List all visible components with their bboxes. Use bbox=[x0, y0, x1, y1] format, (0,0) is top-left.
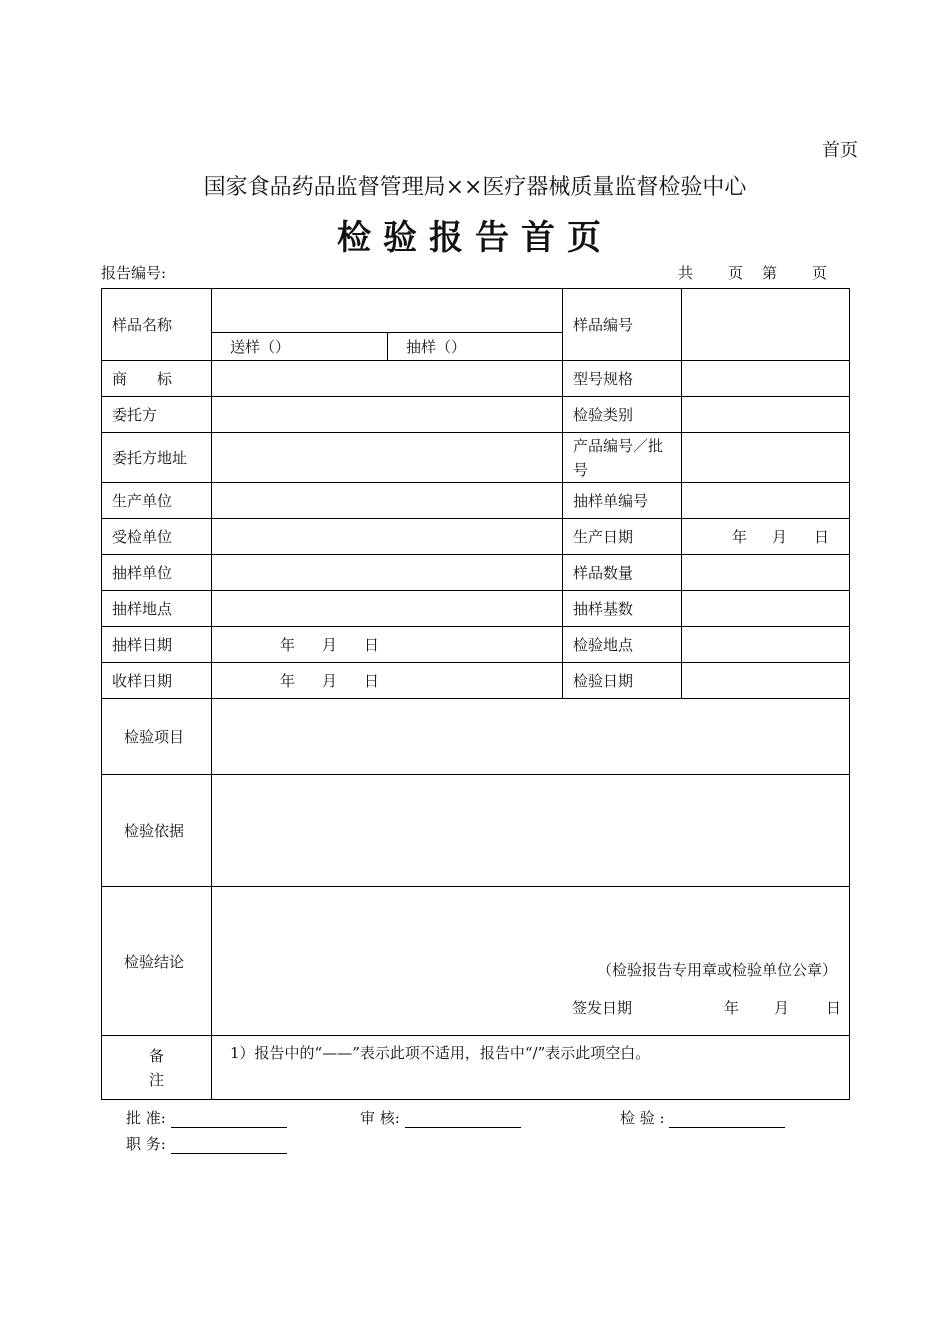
sampling-place-value[interactable] bbox=[212, 591, 563, 627]
sampling-place-label: 抽样地点 bbox=[102, 591, 212, 627]
issue-date-label: 签发日期 bbox=[572, 999, 633, 1017]
client-address-label: 委托方地址 bbox=[102, 433, 212, 483]
inspect-conclusion-label: 检验结论 bbox=[102, 887, 212, 1036]
position-line[interactable] bbox=[171, 1139, 287, 1154]
review-signature bbox=[360, 1107, 521, 1128]
inspect-date-value[interactable] bbox=[682, 663, 850, 699]
sampling-base-value[interactable] bbox=[682, 591, 850, 627]
send-sample-option[interactable]: 送样（） bbox=[212, 333, 388, 361]
page-total-label: 共 bbox=[678, 264, 694, 282]
day-label: 日 bbox=[814, 528, 830, 546]
approve-line[interactable] bbox=[171, 1113, 287, 1128]
produce-date-label: 生产日期 bbox=[563, 519, 682, 555]
inspect-label: 检 验 : bbox=[620, 1109, 665, 1127]
year-label: 年 bbox=[280, 672, 296, 690]
month-label: 月 bbox=[774, 999, 790, 1017]
receive-date-value[interactable] bbox=[212, 663, 563, 699]
inspect-type-label: 检验类别 bbox=[563, 397, 682, 433]
year-label: 年 bbox=[280, 636, 296, 654]
producer-value[interactable] bbox=[212, 483, 563, 519]
sample-name-value[interactable] bbox=[212, 289, 563, 333]
produce-date-value[interactable] bbox=[682, 519, 850, 555]
client-label: 委托方 bbox=[102, 397, 212, 433]
position-label: 职 务: bbox=[126, 1135, 166, 1153]
approve-signature bbox=[126, 1107, 287, 1128]
product-batch-value[interactable] bbox=[682, 433, 850, 483]
inspect-place-label: 检验地点 bbox=[563, 627, 682, 663]
remarks-label bbox=[102, 1036, 212, 1100]
year-label: 年 bbox=[724, 999, 740, 1017]
page-nth-label: 第 bbox=[762, 264, 778, 282]
review-line[interactable] bbox=[405, 1113, 521, 1128]
draw-sample-option[interactable]: 抽样（） bbox=[388, 333, 563, 361]
month-label: 月 bbox=[772, 528, 788, 546]
inspect-line[interactable] bbox=[669, 1113, 785, 1128]
sampling-unit-value[interactable] bbox=[212, 555, 563, 591]
inspect-basis-label: 检验依据 bbox=[102, 775, 212, 887]
inspect-date-label: 检验日期 bbox=[563, 663, 682, 699]
sampling-date-value[interactable] bbox=[212, 627, 563, 663]
inspected-unit-value[interactable] bbox=[212, 519, 563, 555]
inspect-items-value[interactable] bbox=[212, 699, 850, 775]
producer-label: 生产单位 bbox=[102, 483, 212, 519]
model-spec-value[interactable] bbox=[682, 361, 850, 397]
inspect-items-label: 检验项目 bbox=[102, 699, 212, 775]
sample-no-value[interactable] bbox=[682, 289, 850, 361]
page-unit-label-2: 页 bbox=[812, 264, 828, 282]
sample-qty-label: 样品数量 bbox=[563, 555, 682, 591]
product-batch-label: 产品编号／批号 bbox=[563, 433, 682, 483]
sampling-date-label: 抽样日期 bbox=[102, 627, 212, 663]
position-signature bbox=[126, 1133, 287, 1154]
month-label: 月 bbox=[322, 672, 338, 690]
brand-label: 商 标 bbox=[102, 361, 212, 397]
remarks-text: 1）报告中的“——”表示此项不适用，报告中“/”表示此项空白。 bbox=[212, 1036, 850, 1100]
brand-value[interactable] bbox=[212, 361, 563, 397]
sampling-base-label: 抽样基数 bbox=[563, 591, 682, 627]
sampling-form-no-value[interactable] bbox=[682, 483, 850, 519]
document-title: 检验报告首页 bbox=[337, 218, 613, 258]
remarks-label-2: 注 bbox=[148, 1070, 164, 1089]
receive-date-label: 收样日期 bbox=[102, 663, 212, 699]
day-label: 日 bbox=[364, 636, 380, 654]
remarks-label-1: 备 bbox=[148, 1046, 164, 1065]
month-label: 月 bbox=[322, 636, 338, 654]
inspect-conclusion-value[interactable] bbox=[212, 887, 850, 1036]
inspect-basis-value[interactable] bbox=[212, 775, 850, 887]
day-label: 日 bbox=[364, 672, 380, 690]
sample-no-label: 样品编号 bbox=[563, 289, 682, 361]
report-form-table bbox=[101, 288, 850, 1100]
page-corner-label: 首页 bbox=[822, 140, 858, 161]
sampling-form-no-label: 抽样单编号 bbox=[563, 483, 682, 519]
inspect-type-value[interactable] bbox=[682, 397, 850, 433]
approve-label: 批 准: bbox=[126, 1109, 166, 1127]
review-label: 审 核: bbox=[360, 1109, 400, 1127]
year-label: 年 bbox=[732, 528, 748, 546]
issue-date-value bbox=[724, 997, 841, 1018]
report-number-label: 报告编号: bbox=[101, 264, 167, 282]
inspect-signature bbox=[620, 1107, 785, 1128]
inspected-unit-label: 受检单位 bbox=[102, 519, 212, 555]
model-spec-label: 型号规格 bbox=[563, 361, 682, 397]
client-value[interactable] bbox=[212, 397, 563, 433]
client-address-value[interactable] bbox=[212, 433, 563, 483]
page-unit-label: 页 bbox=[728, 264, 744, 282]
day-label: 日 bbox=[826, 999, 842, 1017]
sampling-unit-label: 抽样单位 bbox=[102, 555, 212, 591]
agency-title: 国家食品药品监督管理局××医疗器械质量监督检验中心 bbox=[203, 175, 747, 200]
stamp-note: （检验报告专用章或检验单位公章） bbox=[596, 961, 837, 979]
inspect-place-value[interactable] bbox=[682, 627, 850, 663]
sample-qty-value[interactable] bbox=[682, 555, 850, 591]
sample-name-label: 样品名称 bbox=[102, 289, 212, 361]
